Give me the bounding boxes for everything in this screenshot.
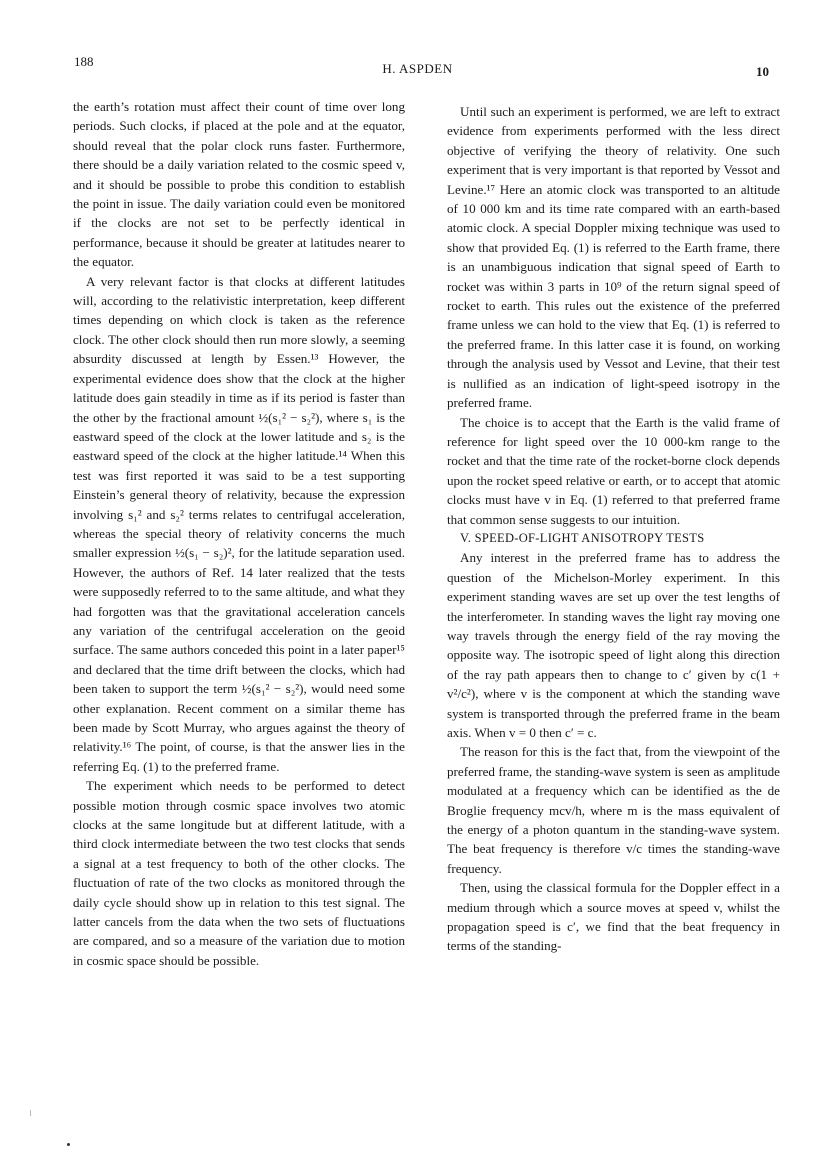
page-number-right: 10 (756, 64, 769, 79)
page-number-left: 188 (74, 54, 94, 69)
right-paragraph-1: Until such an experiment is performed, we are left to extract evidence from experiments performed with the less direct objective of verifying the theory of relativity. One such experiment that is very important is that reported by Vessot and Levine.¹⁷ Here an atomic clock was transported to an altitude of 10 000 km and its time rate compared with an earth-based atomic clock. A special Doppler mixing technique was used to show that provided Eq. (1) is referred to the Earth frame, there is an unambiguous indication that signal speed of Earth to rocket was within 3 parts in 10⁹ of the return signal speed of rocket to earth. This rules out the existence of the preferred frame unless we can hold to the view that Eq. (1) is referred to the preferred frame. In this latter case it is found, on working through the analysis used by Vessot and Levine, that their test is nullified as an indication of light-speed isotropy in the preferred frame. (447, 104, 780, 411)
left-column (73, 97, 405, 970)
right-paragraph-4: The reason for this is the fact that, from the viewpoint of the preferred frame, the standing-wave system is seen as amplitude modulated at a frequency which can be identified as the de Broglie frequency mcv/h, where m is the mass equivalent of the energy of a photon quantum in the standing-wave system. The beat frequency is therefore v/c times the standing-wave frequency. (447, 744, 780, 876)
left-paragraph-2: A very relevant factor is that clocks at different latitudes will, according to the relativistic interpretation, keep different times depending on which clock is taken as the reference clock. The other clock should then run more slowly, a seeming absurdity discussed at length by Essen.¹³ However, the experimental evidence does show that the clock at the higher latitude does gain steadily in time as if its period is faster than the other by the fractional amount ½(s₁² − s₂²), where s₁ is the eastward speed of the clock at the lower latitude and s₂ is the eastward speed of the clock at the higher latitude.¹⁴ When this test was first reported it was said to be a test supporting Einstein’s general theory of relativity, because the expression involving s₁² and s₂² terms relates to centrifugal acceleration, whereas the special theory of relativity concerns the much smaller expression ½(s₁ − s₂)², for the latitude separation used. However, the authors of Ref. 14 later realized that the tests were supposedly referred to to the same altitude, and what they had forgotten was that the gravitational acceleration cancels any variation of the centrifugal acceleration on the geoid surface. The same authors conceded this point in a later paper¹⁵ and declared that the time drift between the clocks, which had been taken to support the term ½(s₁² − s₂²), would need some other explanation. Recent comment on a similar theme has been made by Scott Murray, who argues against the theory of relativity.¹⁶ The point, of course, is that the answer lies in the referring Eq. (1) to the preferred frame. (73, 273, 405, 774)
left-paragraph-1: the earth’s rotation must affect their count of time over long periods. Such clocks, if placed at the pole and at the equator, should reveal that the polar clock runs faster. Furthermore, there should be a daily variation related to the cosmic speed v, and it should be possible to probe this condition to establish the point in issue. The daily variation could even be monitored if the clocks are not set to be perfectly identical in performance, because it should be greater at latitudes nearer to the equator. (73, 99, 405, 270)
right-paragraph-3: Any interest in the preferred frame has to address the question of the Michelson-Morley experiment. In this experiment standing waves are set up over the test lengths of the interferometer. In standing waves the light ray moving one way travels through the energy field of the ray moving the opposite way. The isotropic speed of light along this direction of the ray path appears then to change to c′ given by c(1 + v²/c²), where v is the component at which the standing wave system is transported through the preferred frame in the beam axis. When v = 0 then c′ = c. (447, 550, 780, 740)
right-paragraph-2: The choice is to accept that the Earth is the valid frame of reference for light speed over the 10 000-km range to the rocket and that the time rate of the rocket-borne clock depends upon the rocket speed relative or earth, or to accept that atomic clocks must have v in Eq. (1) referred to that preferred frame that common sense suggests to our intuition. (447, 414, 780, 527)
scan-dot-mark (67, 1143, 70, 1146)
running-head-author: H. ASPDEN (382, 61, 453, 76)
right-column (447, 102, 780, 956)
margin-tick-mark (30, 1110, 31, 1116)
left-paragraph-3: The experiment which needs to be performed to detect possible motion through cosmic space involves two atomic clocks at the same longitude but at different latitude, with a third clock intermediate between the two test clocks that sends a signal at a test frequency to both of the other clocks. The fluctuation of rate of the two clocks as monitored through the daily cycle should show up in relation to this test signal. The latter cancels from the data when the two sets of fluctuations are compared, and so a measure of the variation due to motion in cosmic space should be possible. (73, 778, 405, 968)
section-heading: V. SPEED-OF-LIGHT ANISOTROPY TESTS (460, 530, 705, 545)
right-paragraph-5: Then, using the classical formula for the Doppler effect in a medium through which a source moves at speed v, whilst the propagation speed is c′, we find that the beat frequency in terms of the standing- (447, 880, 780, 954)
